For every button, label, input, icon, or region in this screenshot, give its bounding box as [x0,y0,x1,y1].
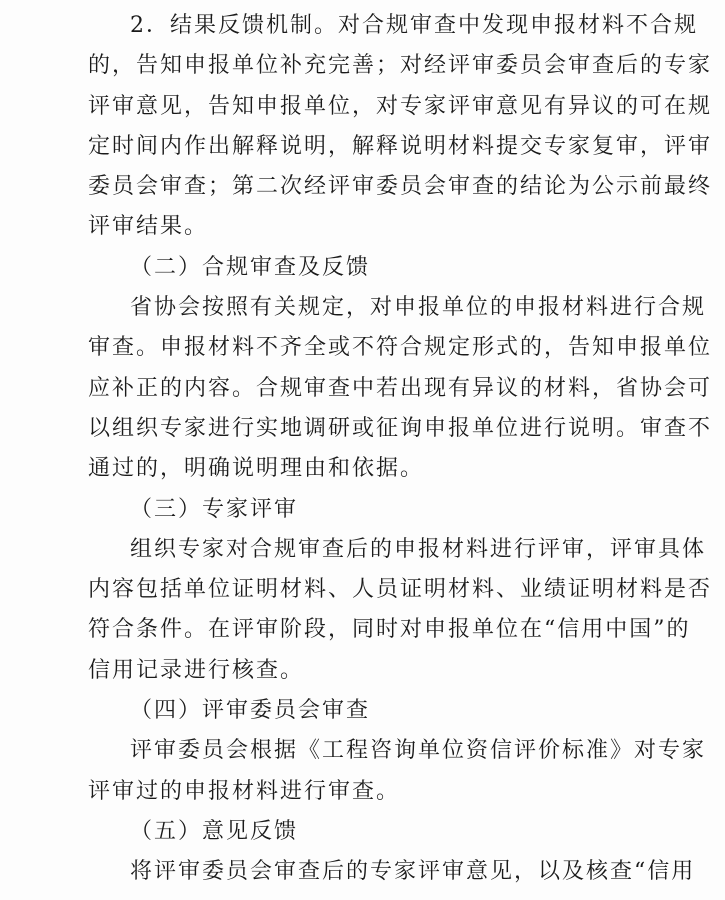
p3-line-3: 符合条件。在评审阶段，同时对申报单位在“信用中国”的 [88,617,691,643]
p1-line-1: 2．结果反馈机制。对合规审查中发现申报材料不合规 [130,13,698,38]
p4-line-2: 评审过的申报材料进行审查。 [88,778,401,804]
p1-line-6: 评审结果。 [88,214,209,240]
p3-line-2: 内容包括单位证明材料、人员证明材料、业绩证明材料是否 [88,577,713,603]
p1-line-4: 定时间内作出解释说明，解释说明材料提交专家复审，评审 [88,133,713,159]
p2-line-4: 以组织专家进行实地调研或征询申报单位进行说明。审查不 [88,415,713,441]
section-heading-5: （五）意见反馈 [130,818,299,844]
p1-line-5: 委员会审查；第二次经评审委员会审查的结论为公示前最终 [88,174,713,200]
p1-line-2: 的，告知申报单位补充完善；对经评审委员会审查后的专家 [88,53,713,79]
p2-line-3: 应补正的内容。合规审查中若出现有异议的材料，省协会可 [88,375,713,401]
p1-line-3: 评审意见，告知申报单位，对专家评审意见有异议的可在规 [88,93,713,119]
section-heading-4: （四）评审委员会审查 [130,698,371,724]
section-heading-2: （二）合规审查及反馈 [130,254,371,280]
p2-line-1: 省协会按照有关规定，对申报单位的申报材料进行合规 [130,295,707,321]
p2-line-2: 审查。申报材料不齐全或不符合规定形式的，告知申报单位 [88,335,713,361]
p2-line-5: 通过的，明确说明理由和依据。 [88,456,425,482]
p3-line-1: 组织专家对合规审查后的申报材料进行评审，评审具体 [130,536,707,562]
p3-line-4: 信用记录进行核查。 [88,657,305,683]
p4-line-1: 评审委员会根据《工程咨询单位资信评价标准》对专家 [130,738,707,764]
section-heading-3: （三）专家评审 [130,496,299,522]
p5-line-1: 将评审委员会审查后的专家评审意见，以及核查“信用 [130,859,696,885]
